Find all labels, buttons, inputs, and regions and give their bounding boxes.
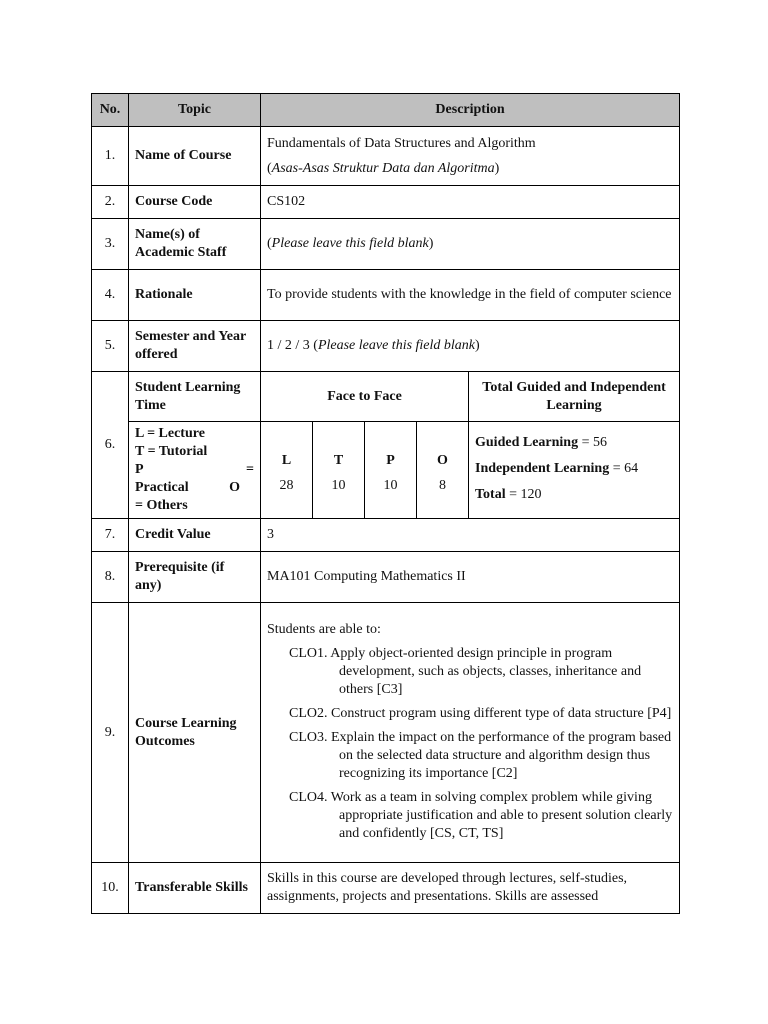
paren-open: ( <box>267 160 272 176</box>
row-description <box>261 219 680 270</box>
col-label: P <box>386 452 395 468</box>
row-topic: Course Code <box>129 186 261 219</box>
row-number: 9. <box>92 603 129 863</box>
blank-note: Please leave this field blank <box>271 236 429 251</box>
row-description: To provide students with the knowledge in the field of computer science <box>261 270 680 321</box>
table-row <box>92 186 680 219</box>
total-learning <box>475 486 673 504</box>
table-row <box>92 321 680 372</box>
col-value: 10 <box>383 477 398 493</box>
row-description: 3 <box>261 519 680 552</box>
row-topic: Credit Value <box>129 519 261 552</box>
total-value: = 120 <box>505 487 542 502</box>
row-topic: Prerequisite (if any) <box>129 552 261 603</box>
row-topic: Course Learning Outcomes <box>129 603 261 863</box>
table-row <box>92 519 680 552</box>
course-name-malay <box>267 160 673 178</box>
course-name-english: Fundamentals of Data Structures and Algorithm <box>267 135 536 151</box>
independent-learning <box>475 460 673 478</box>
clo-item: CLO2. Construct program using different type of data structure [P4] <box>289 705 672 721</box>
row-number: 4. <box>92 270 129 321</box>
row-description: MA101 Computing Mathematics II <box>261 552 680 603</box>
guided-label: Guided Learning <box>475 435 579 450</box>
legend-lecture: L = Lecture <box>135 426 205 441</box>
row-number: 8. <box>92 552 129 603</box>
row-description: CS102 <box>261 186 680 219</box>
clo-item: CLO1. Apply object-oriented design principle in program development, such as objects, classes, inheritance and others [C3] <box>289 645 642 697</box>
table-row <box>92 127 680 186</box>
course-name-malay-text: Asas-Asas Struktur Data dan Algoritma <box>271 160 495 176</box>
row-number: 7. <box>92 519 129 552</box>
legend-practical-line <box>135 461 254 479</box>
clo-item: CLO4. Work as a team in solving complex problem while giving appropriate justification and able to present solution clearly and confidently [CS, CT, TS] <box>289 789 673 841</box>
row-description <box>261 127 680 186</box>
table-row <box>92 422 680 519</box>
legend-o-letter: O <box>229 480 240 495</box>
col-label: T <box>333 452 344 468</box>
paren-close: ) <box>494 160 500 176</box>
row-topic: Student Learning Time <box>129 372 261 422</box>
col-label: O <box>437 452 448 468</box>
header-row <box>92 94 680 127</box>
col-value: 8 <box>439 477 446 493</box>
learning-time-legend <box>129 422 261 519</box>
col-label: L <box>281 452 292 468</box>
row-topic: Name(s) of Academic Staff <box>129 219 261 270</box>
learning-totals-cell <box>469 422 680 519</box>
total-label: Total <box>475 487 506 502</box>
paren-close: ) <box>428 236 434 251</box>
blank-note: Please leave this field blank <box>317 338 476 353</box>
semester-options: 1 / 2 / 3 ( <box>267 338 318 353</box>
guided-value: = 56 <box>578 435 607 450</box>
row-number: 2. <box>92 186 129 219</box>
lecture-hours-cell <box>261 422 313 519</box>
row-topic: Transferable Skills <box>129 863 261 914</box>
independent-label: Independent Learning <box>475 461 610 476</box>
total-learning-header: Total Guided and Independent Learning <box>469 372 680 422</box>
legend-p-letter: P <box>135 462 144 477</box>
row-topic: Rationale <box>129 270 261 321</box>
table-row <box>92 552 680 603</box>
header-description: Description <box>261 94 680 127</box>
row-description: Skills in this course are developed through lectures, self-studies, assignments, projects and presentations. Skills are assessed <box>261 863 680 914</box>
col-value: 10 <box>331 477 346 493</box>
legend-practical: Practical <box>135 480 189 495</box>
legend-others-line <box>135 479 254 497</box>
clo-intro: Students are able to: <box>267 621 381 637</box>
row-description <box>261 321 680 372</box>
legend-p-equals: = <box>246 462 254 477</box>
tutorial-hours-cell <box>313 422 365 519</box>
practical-hours-cell <box>365 422 417 519</box>
col-value: 28 <box>279 477 294 493</box>
row-description <box>261 603 680 863</box>
row-number: 1. <box>92 127 129 186</box>
paren-open: ( <box>267 236 272 251</box>
independent-value: = 64 <box>609 461 639 476</box>
row-number: 6. <box>92 372 129 519</box>
clo-item: CLO3. Explain the impact on the performance of the program based on the selected data structure and algorithm design thus recognizing its importance [C2] <box>289 729 672 781</box>
legend-others: = Others <box>135 498 188 513</box>
guided-learning <box>475 434 673 452</box>
table-row <box>92 372 680 422</box>
legend-tutorial: T = Tutorial <box>135 444 208 459</box>
face-to-face-header: Face to Face <box>261 372 469 422</box>
row-topic: Name of Course <box>129 127 261 186</box>
header-no: No. <box>92 94 129 127</box>
course-info-table <box>91 93 680 914</box>
table-row <box>92 270 680 321</box>
row-number: 10. <box>92 863 129 914</box>
row-topic: Semester and Year offered <box>129 321 261 372</box>
table-row <box>92 219 680 270</box>
table-row <box>92 603 680 863</box>
header-topic: Topic <box>129 94 261 127</box>
row-number: 3. <box>92 219 129 270</box>
table-row <box>92 863 680 914</box>
paren-close: ) <box>475 338 480 353</box>
row-number: 5. <box>92 321 129 372</box>
others-hours-cell <box>417 422 469 519</box>
